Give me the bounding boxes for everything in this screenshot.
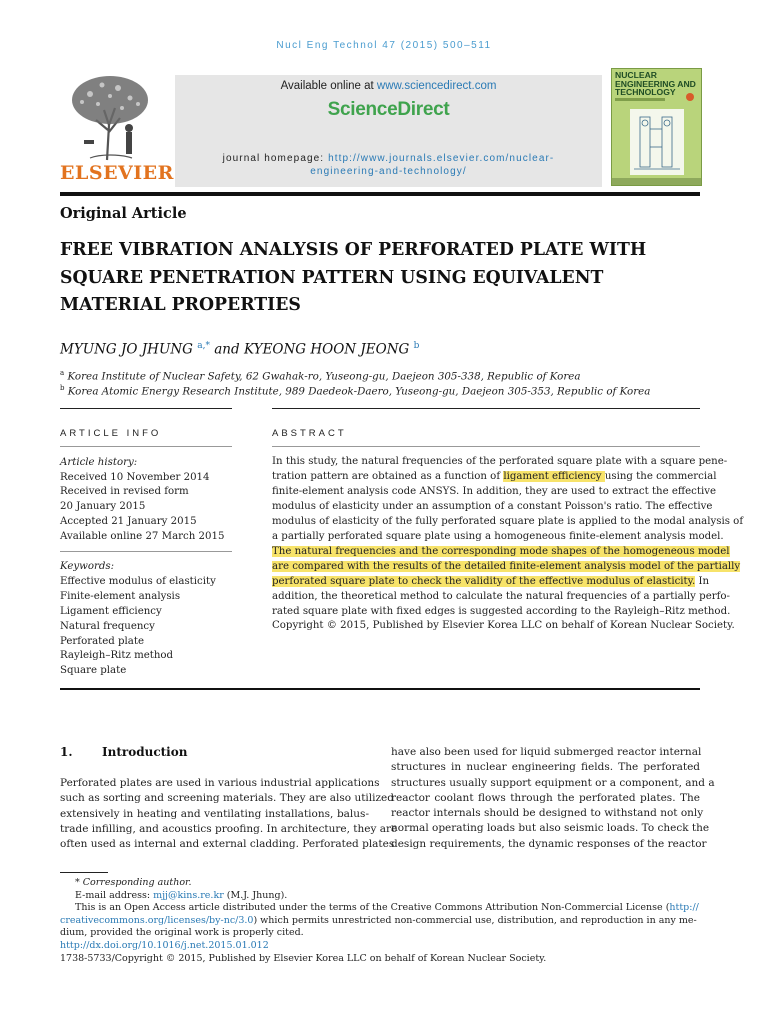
header-divider [60,192,700,196]
abstract-line: tration pattern are obtained as a function of ligament efficiency using the commercial [272,470,717,482]
highlight: perforated square plate to check the validity of the effective modulus of elasticity. [272,575,696,587]
license-line: This is an Open Access article distributed under the terms of the Creative Commons Attribution Non-Commercial License (http:// [75,902,699,914]
abstract-line: perforated square plate to check the validity of the effective modulus of elasticity. In [272,575,710,587]
article-type: Original Article [60,205,187,222]
corresponding-author-note: * Corresponding author. [75,877,192,888]
elsevier-logo [60,70,174,188]
keywords-label: Keywords: [60,561,115,572]
elsevier-wordmark: ELSEVIER [60,162,174,184]
author-list [60,341,419,358]
keyword: Effective modulus of elasticity [60,575,216,587]
title-line: SQUARE PENETRATION PATTERN USING EQUIVALENT [60,267,604,288]
cover-subtitle-bar [615,98,665,101]
available-online-line [175,80,602,92]
cover-illustration [630,109,684,175]
divider [60,551,232,552]
abstract-line: addition, the theoretical method to calculate the natural frequencies of a partially perfo- [272,590,730,602]
body-line: often used as internal and external cladding. Perforated plates [60,838,395,851]
affiliation: $^b$ Korea Atomic Energy Research Institute, 989 Daedeok-Daero, Yuseong-gu, Daejeon 305-353, Republic of Korea [60,384,651,398]
title-line: FREE VIBRATION ANALYSIS OF PERFORATED PLATE WITH [60,240,647,260]
keyword: Square plate [60,665,127,677]
body-line: extensively in heating and ventilating installations, balus- [60,807,369,820]
cover-footer-strip [612,178,701,185]
abstract-heading: ABSTRACT [272,428,347,439]
divider [60,446,232,447]
footnote-divider [60,872,108,873]
author-name: KYEONG HOON JEONG [243,341,410,358]
abstract-line: modulus of elasticity under an assumption of a constant Poisson's ratio. The effective [272,500,713,512]
cover-badge [686,93,694,101]
sciencedirect-brand: ScienceDirect [327,99,450,120]
abstract-line [272,560,741,575]
body-line: trade infilling, and acoustics proofing. In architecture, they are [60,822,398,835]
body-line: design requirements, the dynamic responses of the reactor [391,837,707,850]
license-line: creativecommons.org/licenses/by-nc/3.0) which permits unrestricted non-commercial use, distribution, and reproduction in any me- [60,914,697,926]
sciencedirect-link[interactable]: www.sciencedirect.com [376,80,497,92]
abstract-line: finite-element analysis code ANSYS. In addition, they are used to extract the effective [272,485,717,497]
intro-left-column [60,776,398,852]
title-line: MATERIAL PROPERTIES [60,295,301,315]
homepage-label: journal homepage: [222,153,329,164]
author-conjunction: and [209,341,244,358]
body-line: structures usually support equipment or a component, and a [391,776,715,789]
reactor-diagram-icon [630,109,684,175]
issn-copyright: 1738-5733/Copyright © 2015, Published by Elsevier Korea LLC on behalf of Korean Nuclear Society. [60,952,547,964]
journal-header [60,70,700,188]
sciencedirect-banner [175,75,602,187]
divider [60,408,232,409]
article-title [60,237,700,320]
highlight: The natural frequencies and the corresponding mode shapes of the homogeneous model [272,545,730,557]
divider [272,446,700,447]
doi-link[interactable]: http://dx.doi.org/10.1016/j.net.2015.01.012 [60,939,269,951]
journal-reference: Nucl Eng Technol 47 (2015) 500–511 [276,40,492,51]
body-line: such as sorting and screening materials. They are also utilized [60,792,394,805]
keyword: Rayleigh–Ritz method [60,650,174,662]
abstract-line: modulus of elasticity of the fully perforated square plate is applied to the modal analysis of [272,515,744,527]
section-heading [60,745,187,759]
history-item: 20 January 2015 [60,501,146,513]
abstract-line: a partially perforated square plate using a homogeneous finite-element analysis model. [272,530,724,542]
homepage-link-1[interactable]: http://www.journals.elsevier.com/nuclear- [328,153,555,164]
abstract-line [272,545,730,560]
tree-icon [60,70,160,162]
author-affiliation-mark[interactable]: b [413,341,420,351]
email-link[interactable]: mjj@kins.re.kr [153,889,224,901]
journal-cover [611,68,702,186]
journal-homepage [175,152,602,178]
body-line: reactor coolant flows through the perforated plates. The [391,791,700,804]
license-link[interactable]: creativecommons.org/licenses/by-nc/3.0 [60,914,254,926]
body-line: normal operating loads but also seismic loads. To check the [391,822,710,835]
keyword: Natural frequency [60,620,155,632]
section-divider [60,688,700,690]
cover-title: NUCLEAR ENGINEERING AND TECHNOLOGY [615,70,696,98]
footnotes [60,877,700,965]
section-number: 1. [60,745,73,759]
highlight: are compared with the results of the detailed finite-element analysis model of the partially [272,560,741,572]
copyright-line: Copyright © 2015, Published by Elsevier Korea LLC on behalf of Korean Nuclear Society. [272,620,735,632]
article-info-heading: ARTICLE INFO [60,428,162,439]
history-label: Article history: [60,457,138,468]
intro-right-column [391,745,715,852]
body-line: reactor internals should be designed to withstand not only [391,807,704,820]
keyword: Ligament efficiency [60,605,162,617]
history-item: Received in revised form [60,486,189,498]
author-affiliation-mark[interactable]: a,* [197,341,210,351]
divider [272,408,700,409]
keyword: Perforated plate [60,635,145,647]
keywords [60,560,240,679]
article-history [60,456,240,544]
available-prefix: Available online at [280,80,377,92]
body-line: Perforated plates are used in various industrial applications [60,777,380,789]
affiliation: $^a$ Korea Institute of Nuclear Safety, 62 Gwahak-ro, Yuseong-gu, Daejeon 305-338, Republic of Korea [60,369,581,383]
history-item: Accepted 21 January 2015 [60,515,197,527]
section-title: Introduction [102,745,188,759]
email-line: E-mail address: mjj@kins.re.kr (M.J. Jhung). [75,889,288,901]
abstract-line: In this study, the natural frequencies of the perforated square plate with a square pene- [272,456,728,467]
body-line: have also been used for liquid submerged reactor internal [391,746,702,758]
author-name: MYUNG JO JHUNG [60,341,193,358]
abstract-line: rated square plate with fixed edges is suggested according to the Rayleigh–Ritz method. [272,605,731,617]
highlight: ligament efficiency [503,470,605,482]
homepage-link-2[interactable]: engineering-and-technology/ [310,166,467,177]
body-line: structures in nuclear engineering fields. The perforated [391,761,700,774]
keyword: Finite-element analysis [60,590,181,602]
history-item: Received 10 November 2014 [60,471,210,483]
abstract-body [272,455,744,634]
history-item: Available online 27 March 2015 [60,530,225,542]
license-link[interactable]: http:// [669,902,699,914]
license-line: dium, provided the original work is properly cited. [60,927,304,939]
